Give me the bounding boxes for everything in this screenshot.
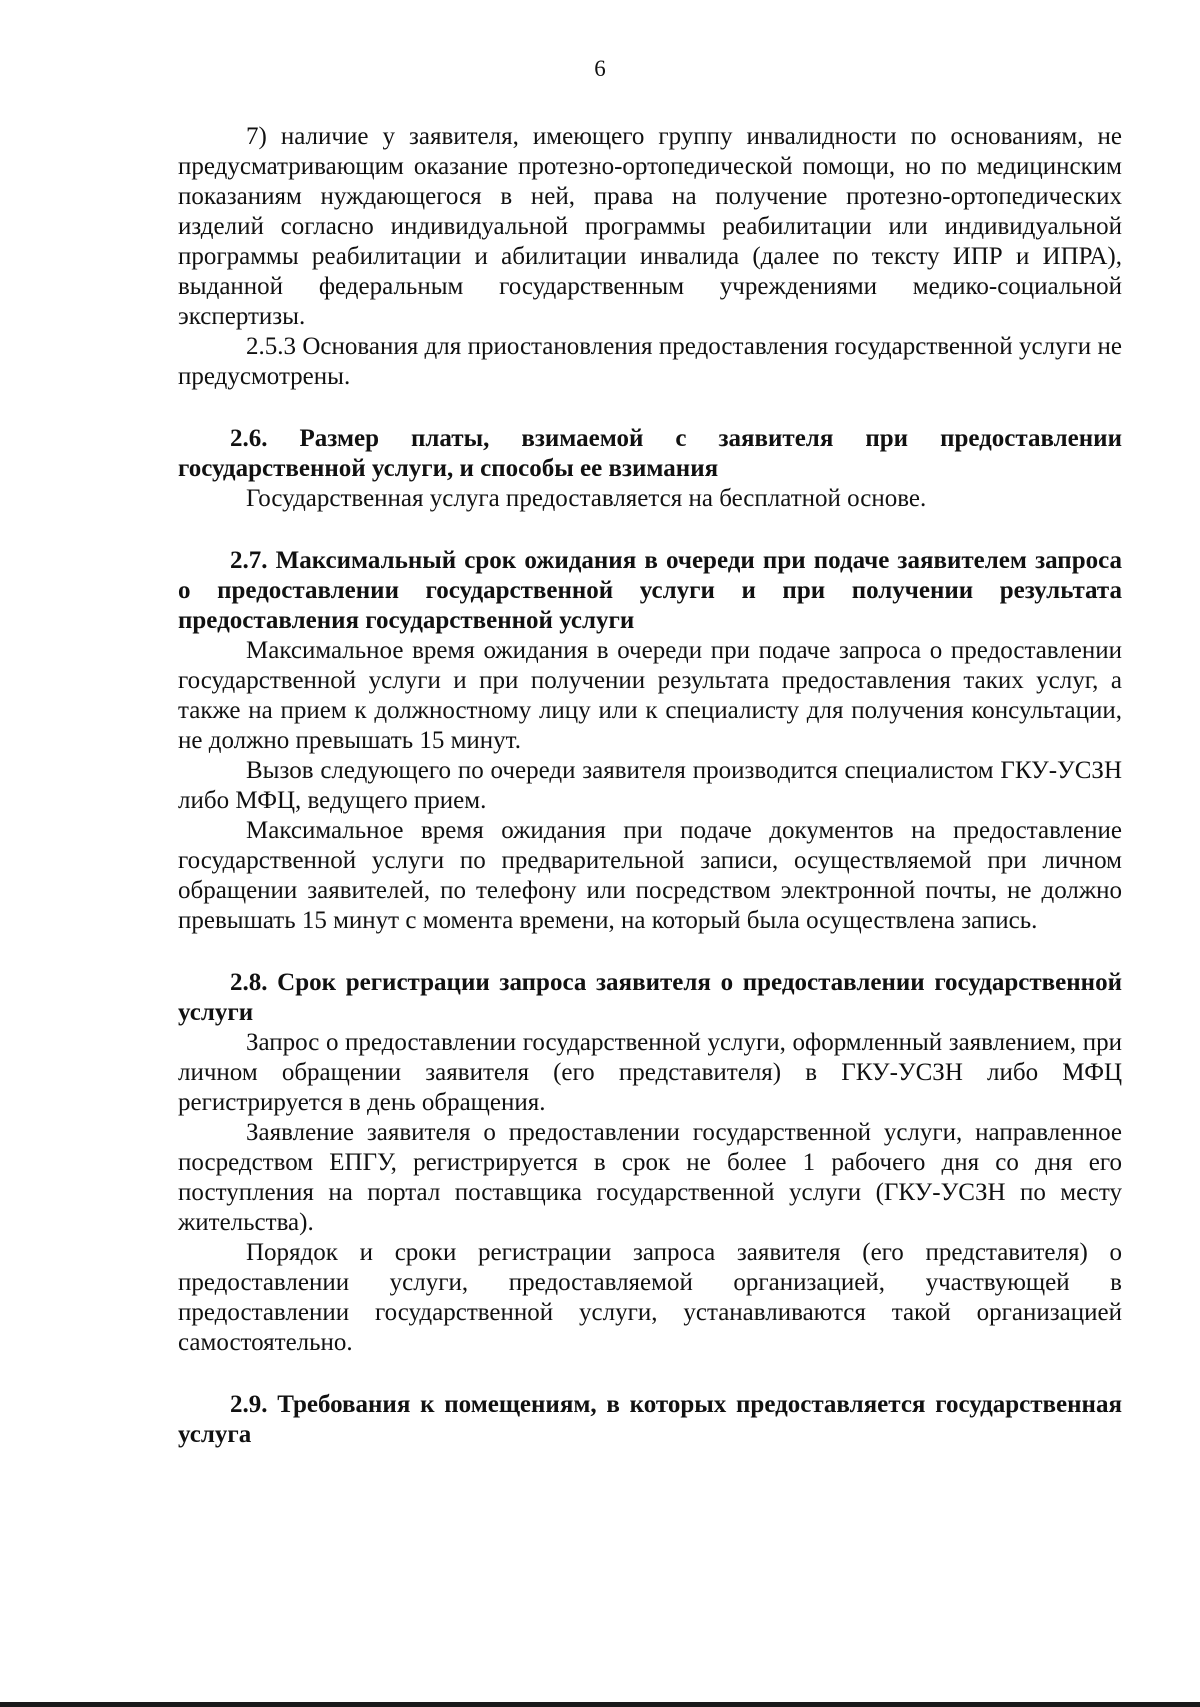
section-spacer bbox=[178, 936, 1122, 968]
paragraph-preregistration-wait: Максимальное время ожидания при подаче документов на предоставление государственной услуги по предварительной записи, осуществляемой при личном обращении заявителей, по телефону или посредством электронной почты, не должно превышать 15 минут с момента времени, на который была осуществлена запись. bbox=[178, 817, 1122, 934]
paragraph-next-applicant-call: Вызов следующего по очереди заявителя производится специалистом ГКУ-УСЗН либо МФЦ, ведущего прием. bbox=[178, 757, 1122, 814]
scan-bottom-edge bbox=[0, 1702, 1200, 1707]
heading-2-6: 2.6. Размер платы, взимаемой с заявителя при предоставлении государственной услуги, и способы ее взимания bbox=[178, 425, 1122, 482]
paragraph-organization-registration: Порядок и сроки регистрации запроса заявителя (его представителя) о предоставлении услуги, предоставляемой организацией, участвующей в предоставлении государственной услуги, устанавливаются такой организацией самостоятельно. bbox=[178, 1239, 1122, 1356]
paragraph-epgu-registration: Заявление заявителя о предоставлении государственной услуги, направленное посредством ЕПГУ, регистрируется в срок не более 1 рабочего дня со дня его поступления на портал поставщика государственной услуги (ГКУ-УСЗН по месту жительства). bbox=[178, 1119, 1122, 1236]
paragraph-free-service: Государственная услуга предоставляется на бесплатной основе. bbox=[246, 485, 927, 512]
heading-2-9: 2.9. Требования к помещениям, в которых предоставляется государственная услуга bbox=[178, 1391, 1122, 1448]
heading-2-7: 2.7. Максимальный срок ожидания в очереди при подаче заявителем запроса о предоставлении государственной услуги и при получении результата предоставления государственной услуги bbox=[178, 547, 1122, 634]
document-body bbox=[178, 122, 1122, 1450]
paragraph-max-wait-time: Максимальное время ожидания в очереди при подаче запроса о предоставлении государственной услуги и при получении результата предоставления таких услуг, а также на прием к должностному лицу или к специалисту для получения консультации, не должно превышать 15 минут. bbox=[178, 637, 1122, 754]
section-spacer bbox=[178, 514, 1122, 546]
section-spacer bbox=[178, 392, 1122, 424]
page-number: 6 bbox=[594, 56, 606, 81]
paragraph-request-registration: Запрос о предоставлении государственной услуги, оформленный заявлением, при личном обращении заявителя (его представителя) в ГКУ-УСЗН либо МФЦ регистрируется в день обращения. bbox=[178, 1029, 1122, 1116]
paragraph-item-7: 7) наличие у заявителя, имеющего группу инвалидности по основаниям, не предусматривающим оказание протезно-ортопедической помощи, но по медицинским показаниям нуждающегося в ней, права на получение протезно-ортопедических изделий согласно индивидуальной программы реабилитации или индивидуальной программы реабилитации и абилитации инвалида (далее по тексту ИПР и ИПРА), выданной федеральным государственным учреждениями медико-социальной экспертизы. bbox=[178, 123, 1122, 330]
section-spacer bbox=[178, 1358, 1122, 1390]
heading-2-8: 2.8. Срок регистрации запроса заявителя о предоставлении государственной услуги bbox=[178, 969, 1122, 1026]
paragraph-2-5-3: 2.5.3 Основания для приостановления предоставления государственной услуги не предусмотрены. bbox=[178, 333, 1122, 390]
